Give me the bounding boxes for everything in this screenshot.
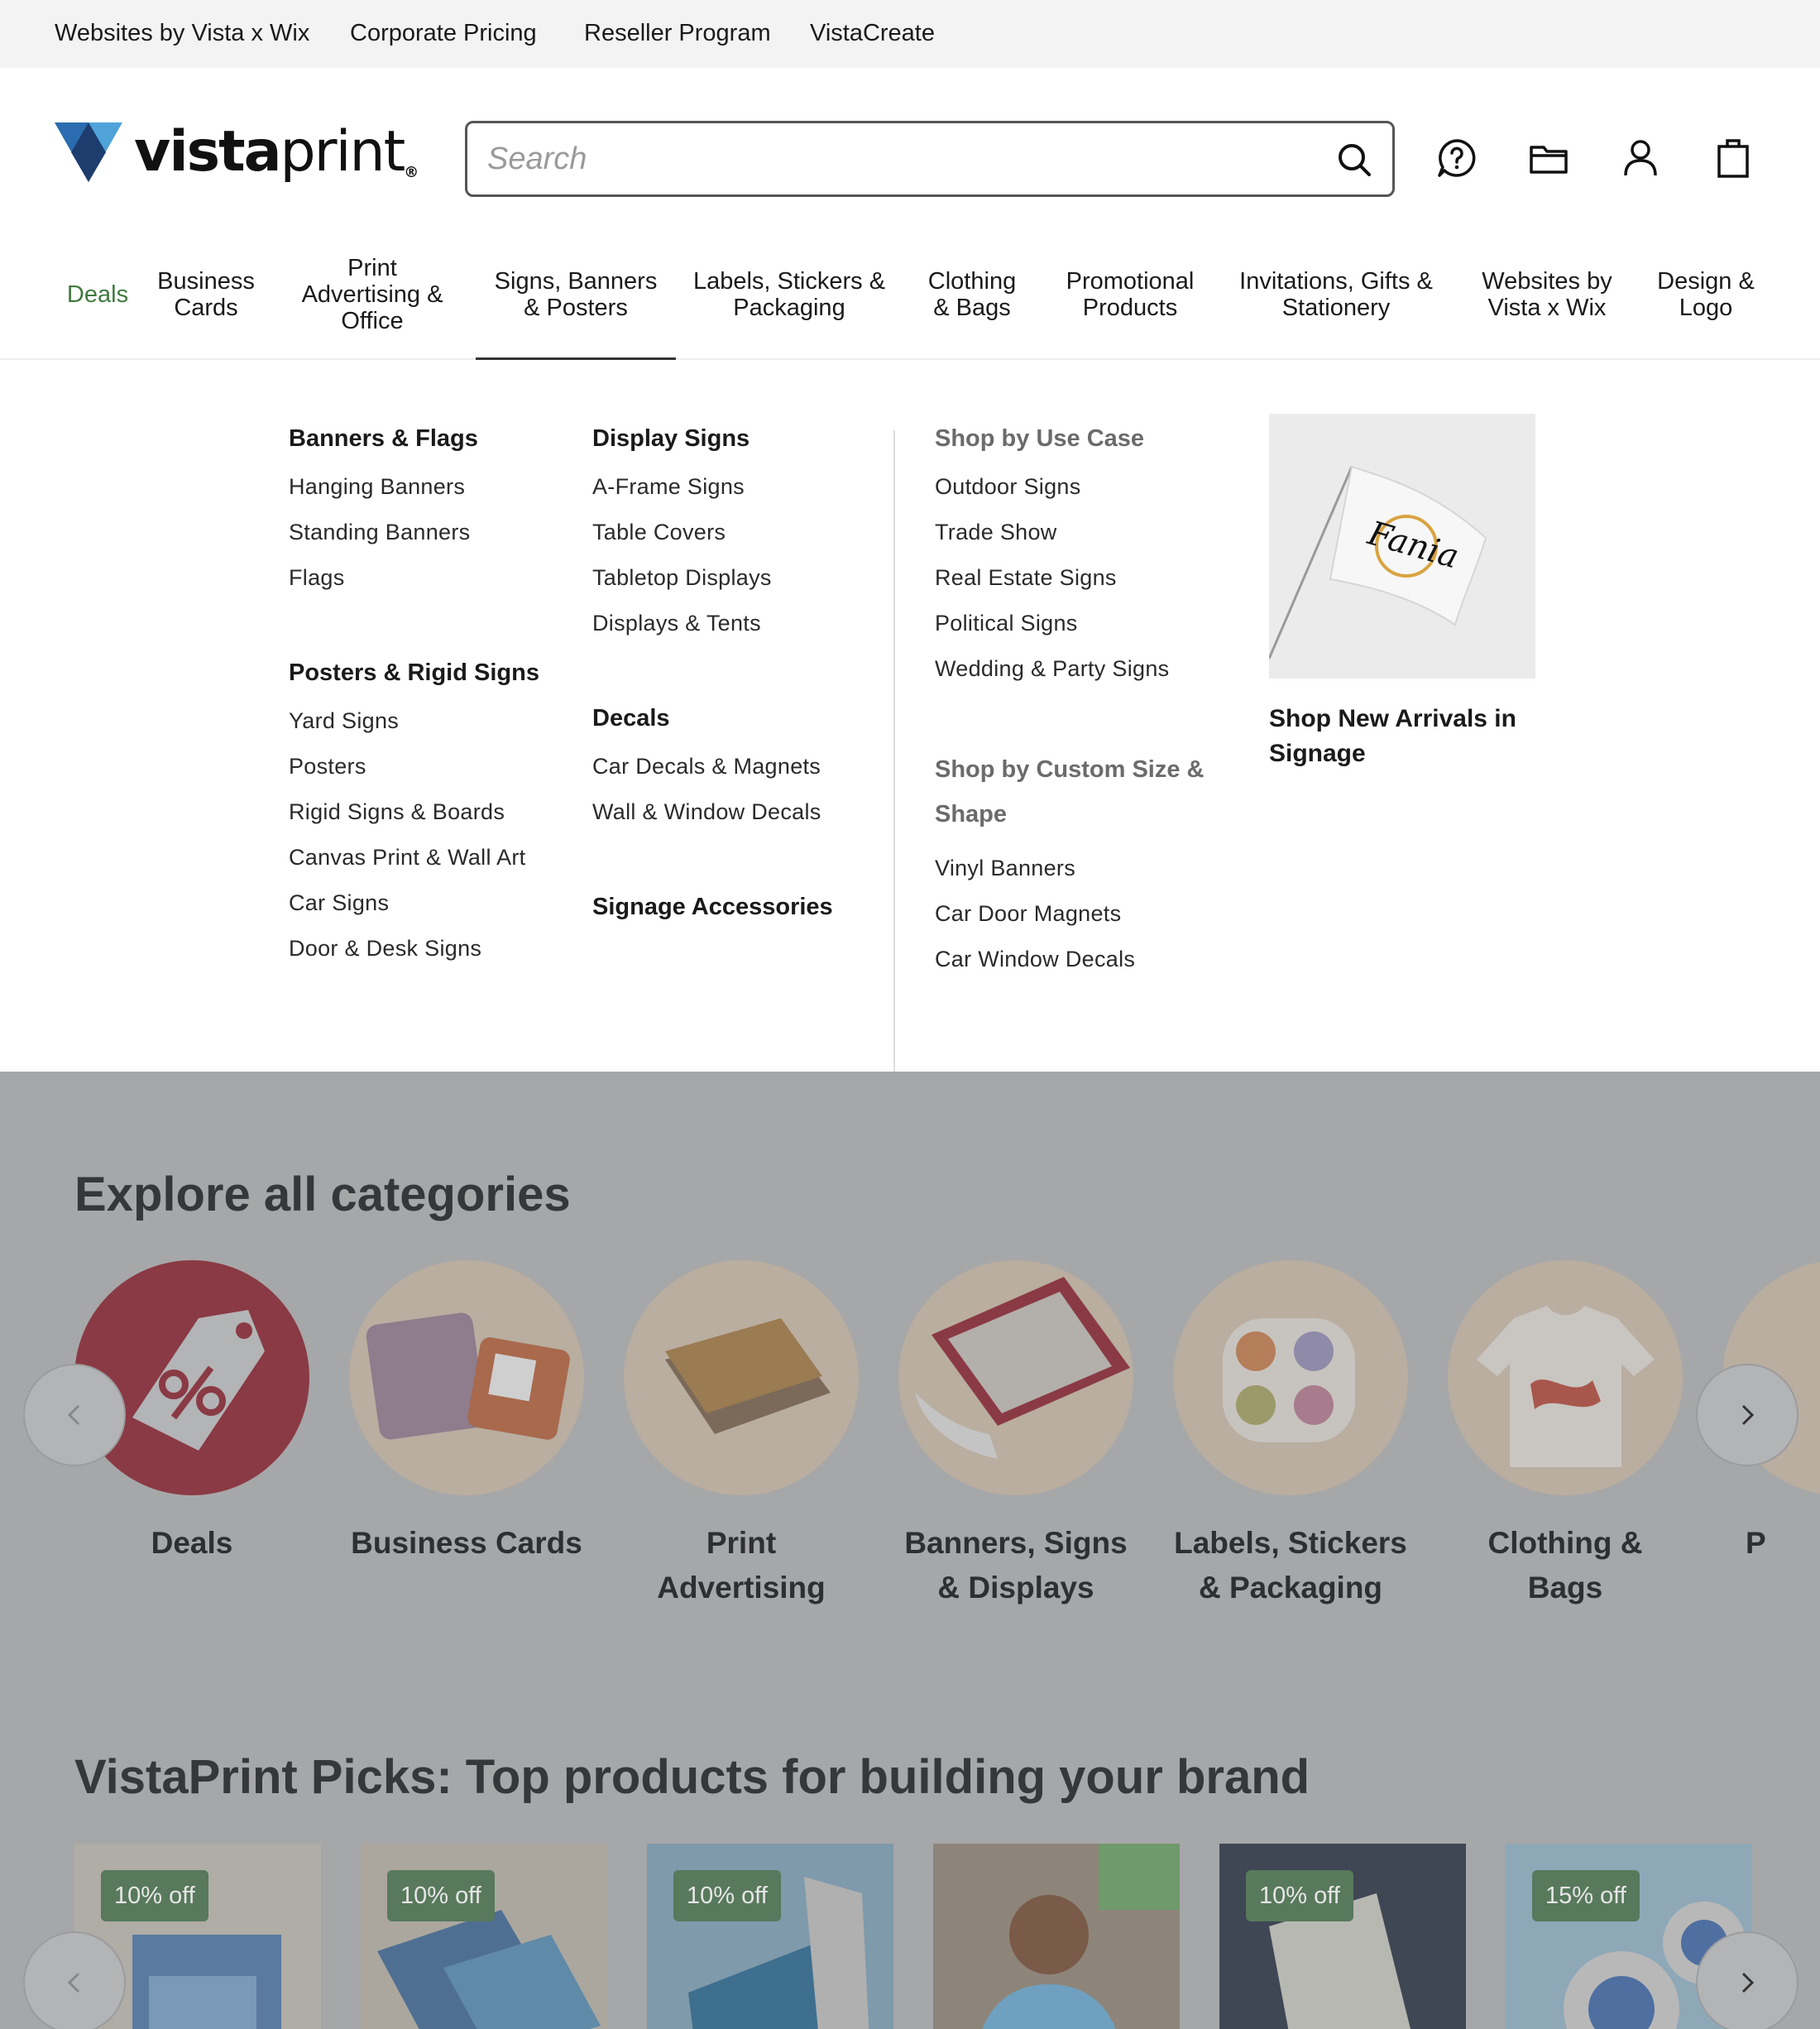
- promo-flag-image[interactable]: [1269, 414, 1535, 679]
- category-business-cards[interactable]: [349, 1260, 589, 1509]
- picks-prev-button[interactable]: [23, 1931, 126, 2029]
- nav-item-clothing-bags[interactable]: Clothing & Bags: [927, 268, 1017, 321]
- business-cards-illustration: [349, 1260, 584, 1495]
- menu-link-displays-tents[interactable]: Displays & Tents: [592, 611, 761, 636]
- category-labels-stickers[interactable]: [1173, 1260, 1413, 1509]
- discount-badge-1: 10% off: [101, 1870, 208, 1921]
- vistaprint-picks-title: VistaPrint Picks: Top products for building your brand: [74, 1750, 1310, 1804]
- picks-next-button[interactable]: [1696, 1931, 1798, 2029]
- menu-column-3: [935, 422, 1233, 988]
- utility-link-corporate-pricing[interactable]: Corporate Pricing: [350, 20, 537, 46]
- discount-badge-2: 10% off: [387, 1870, 495, 1921]
- utility-bar: [0, 0, 1820, 68]
- utility-link-vistacreate[interactable]: VistaCreate: [810, 20, 935, 46]
- menu-link-car-signs[interactable]: Car Signs: [289, 890, 390, 915]
- flag-logo-text: Fania: [1363, 514, 1463, 577]
- explore-categories-title: Explore all categories: [74, 1168, 571, 1221]
- nav-item-print-advertising[interactable]: Print Advertising & Office: [301, 255, 443, 334]
- nav-item-invitations-gifts[interactable]: Invitations, Gifts & Stationery: [1239, 268, 1433, 321]
- discount-badge-3: 10% off: [673, 1870, 781, 1921]
- discount-badge-5: 10% off: [1246, 1870, 1353, 1921]
- menu-heading-posters-rigid-signs[interactable]: Posters & Rigid Signs: [289, 660, 539, 686]
- menu-heading-display-signs[interactable]: Display Signs: [592, 425, 750, 452]
- pick-card-5[interactable]: [1219, 1844, 1466, 2029]
- category-print-advertising-image: [624, 1260, 859, 1495]
- cart-icon[interactable]: [1712, 137, 1754, 179]
- menu-link-table-covers[interactable]: Table Covers: [592, 520, 726, 544]
- menu-link-a-frame-signs[interactable]: A-Frame Signs: [592, 474, 745, 499]
- category-banners-signs-image: [898, 1260, 1133, 1495]
- pick-card-3[interactable]: [647, 1844, 893, 2029]
- nav-item-labels-stickers[interactable]: Labels, Stickers & Packaging: [692, 268, 886, 321]
- logo-wordmark: vistaprint®: [134, 119, 418, 185]
- promo-link-new-arrivals[interactable]: Shop New Arrivals in Signage: [1269, 705, 1516, 767]
- chevron-right-icon: [1735, 1403, 1760, 1427]
- menu-heading-decals[interactable]: Decals: [592, 705, 670, 731]
- menu-heading-shop-by-custom-size: Shop by Custom Size & Shape: [935, 756, 1205, 827]
- menu-link-hanging-banners[interactable]: Hanging Banners: [289, 474, 466, 499]
- menu-link-vinyl-banners[interactable]: Vinyl Banners: [935, 856, 1075, 880]
- menu-link-posters[interactable]: Posters: [289, 754, 366, 779]
- mega-menu: [0, 360, 1820, 1072]
- category-label-labels-stickers[interactable]: Labels, Stickers & Packaging: [1174, 1526, 1407, 1604]
- nav-item-promotional-products[interactable]: Promotional Products: [1066, 268, 1195, 321]
- category-label-business-cards[interactable]: Business Cards: [351, 1526, 582, 1560]
- chevron-left-icon: [62, 1970, 87, 1995]
- menu-link-wedding-party-signs[interactable]: Wedding & Party Signs: [935, 656, 1170, 681]
- menu-divider: [893, 430, 895, 1076]
- category-clothing-bags-image: [1448, 1260, 1683, 1495]
- category-label-promotional-partial[interactable]: P: [1746, 1526, 1766, 1560]
- menu-link-car-window-decals[interactable]: Car Window Decals: [935, 947, 1136, 971]
- menu-link-political-signs[interactable]: Political Signs: [935, 611, 1078, 636]
- menu-heading-banners-flags[interactable]: Banners & Flags: [289, 425, 478, 452]
- category-business-cards-image: [349, 1260, 584, 1495]
- category-print-advertising[interactable]: [624, 1260, 864, 1509]
- pick-card-2[interactable]: [361, 1844, 607, 2029]
- utility-link-websites[interactable]: Websites by Vista x Wix: [55, 20, 310, 46]
- menu-link-wall-window-decals[interactable]: Wall & Window Decals: [592, 799, 821, 824]
- menu-link-tabletop-displays[interactable]: Tabletop Displays: [592, 565, 772, 590]
- vistaprint-logo[interactable]: [55, 119, 418, 185]
- banners-signs-illustration: [898, 1260, 1133, 1495]
- category-label-deals[interactable]: Deals: [151, 1526, 233, 1560]
- help-icon[interactable]: [1436, 137, 1478, 179]
- menu-link-yard-signs[interactable]: Yard Signs: [289, 708, 400, 733]
- logo-mark-icon: [55, 122, 122, 182]
- pick-image-4-person: [933, 1844, 1180, 2029]
- chevron-left-icon: [62, 1403, 87, 1427]
- category-labels-stickers-image: [1173, 1260, 1408, 1495]
- account-icon[interactable]: [1620, 137, 1661, 179]
- chevron-right-icon: [1735, 1970, 1760, 1995]
- pick-card-4[interactable]: [933, 1844, 1180, 2029]
- labels-stickers-illustration: [1173, 1260, 1408, 1495]
- menu-link-car-door-magnets[interactable]: Car Door Magnets: [935, 901, 1122, 926]
- category-label-clothing-bags[interactable]: Clothing & Bags: [1487, 1526, 1643, 1604]
- menu-column-1: [289, 422, 570, 977]
- category-clothing-bags[interactable]: [1448, 1260, 1688, 1509]
- nav-item-design-logo[interactable]: Design & Logo: [1657, 268, 1755, 321]
- print-advertising-illustration: [624, 1260, 859, 1495]
- search-icon[interactable]: [1336, 142, 1372, 178]
- menu-heading-shop-by-use-case: Shop by Use Case: [935, 425, 1145, 452]
- menu-link-canvas-print[interactable]: Canvas Print & Wall Art: [289, 845, 526, 870]
- menu-link-standing-banners[interactable]: Standing Banners: [289, 520, 471, 544]
- menu-link-flags[interactable]: Flags: [289, 565, 345, 590]
- category-label-print-advertising[interactable]: Print Advertising: [657, 1526, 826, 1604]
- main-nav: [0, 229, 1820, 360]
- flag-illustration: [1269, 414, 1535, 679]
- menu-column-2: [592, 422, 874, 938]
- categories-next-button[interactable]: [1696, 1364, 1798, 1466]
- menu-link-door-desk-signs[interactable]: Door & Desk Signs: [289, 936, 482, 961]
- menu-link-rigid-signs-boards[interactable]: Rigid Signs & Boards: [289, 799, 505, 824]
- menu-link-real-estate-signs[interactable]: Real Estate Signs: [935, 565, 1117, 590]
- menu-heading-signage-accessories[interactable]: Signage Accessories: [592, 894, 833, 920]
- utility-link-reseller-program[interactable]: Reseller Program: [584, 20, 771, 46]
- nav-item-business-cards[interactable]: Business Cards: [157, 268, 255, 321]
- nav-item-deals[interactable]: Deals: [66, 281, 129, 308]
- menu-link-trade-show[interactable]: Trade Show: [935, 520, 1057, 544]
- categories-prev-button[interactable]: [23, 1364, 126, 1466]
- search-input[interactable]: [487, 135, 1315, 183]
- folder-icon[interactable]: [1528, 137, 1569, 179]
- site-header: [0, 68, 1820, 229]
- search-box: [465, 121, 1395, 197]
- menu-link-car-decals-magnets[interactable]: Car Decals & Magnets: [592, 754, 821, 779]
- nav-item-websites-wix[interactable]: Websites by Vista x Wix: [1482, 268, 1612, 321]
- menu-link-outdoor-signs[interactable]: Outdoor Signs: [935, 474, 1081, 499]
- category-banners-signs[interactable]: [898, 1260, 1138, 1509]
- category-label-banners-signs[interactable]: Banners, Signs & Displays: [904, 1526, 1128, 1604]
- discount-badge-6: 15% off: [1532, 1870, 1640, 1921]
- nav-item-signs-banners-posters[interactable]: Signs, Banners & Posters: [476, 229, 676, 360]
- tshirt-illustration: [1448, 1260, 1683, 1495]
